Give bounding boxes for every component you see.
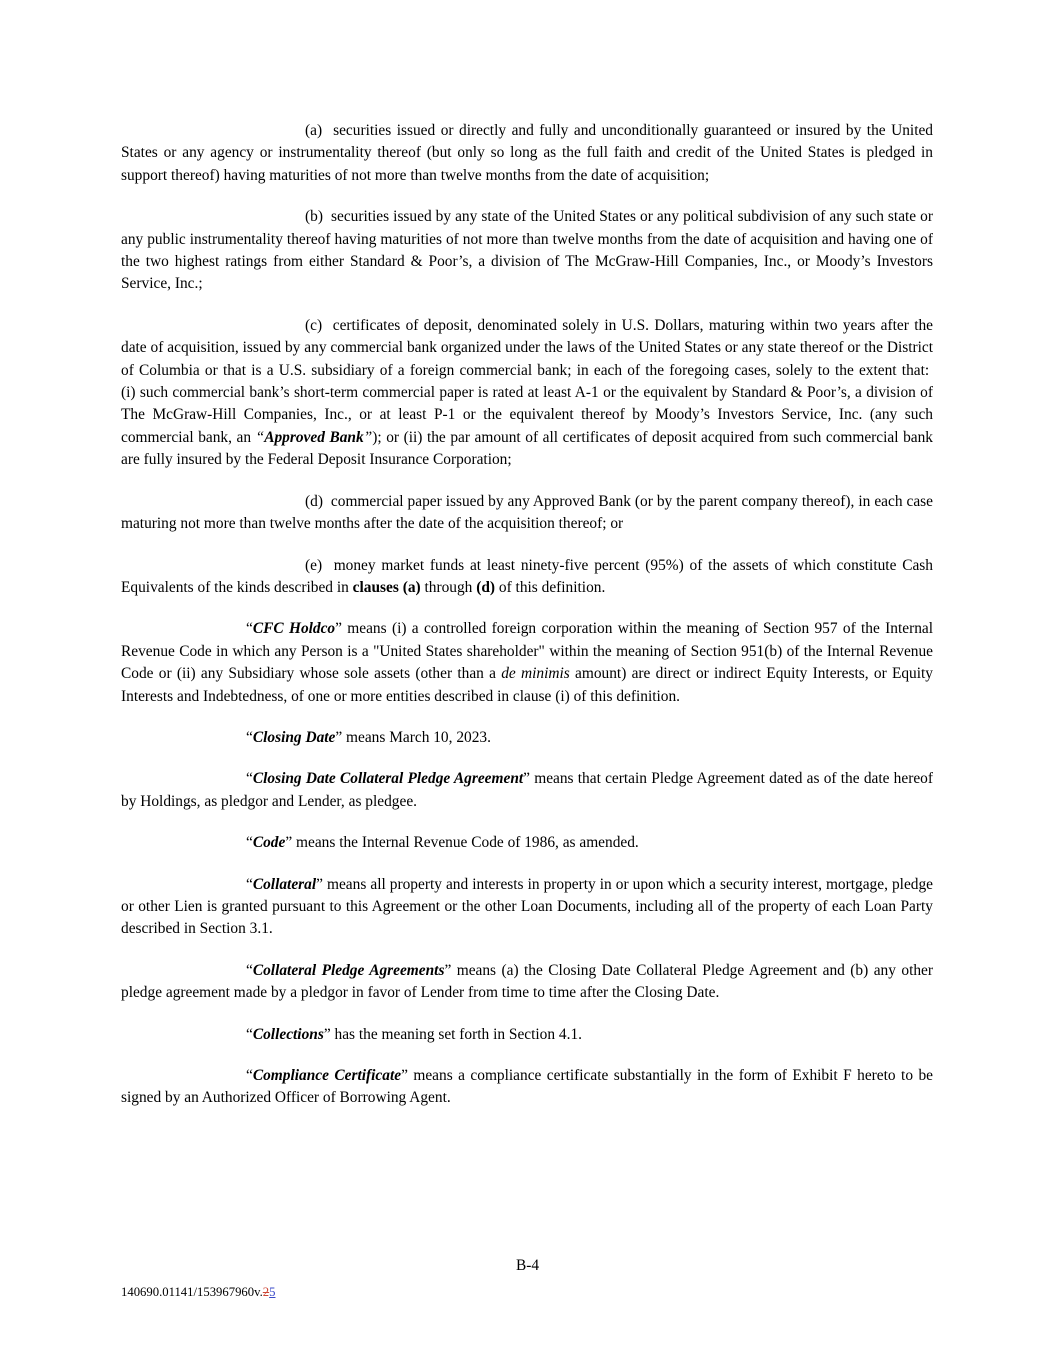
text-run: Closing Date Collateral Pledge Agreement xyxy=(252,770,524,788)
paragraph xyxy=(121,491,933,536)
text-run: (b) securities issued by any state of the United States or any political subdivision of any such state or any public instrumentality thereof having maturities of not more than twelve months from the date of acquisition and having one of the two highest ratings from either Standard & Poor’s, a division of The McGraw-Hill Companies, Inc., or Moody’s Investors Service, Inc.; xyxy=(121,208,933,293)
text-run: ” xyxy=(363,428,373,446)
paragraph xyxy=(121,727,933,749)
paragraph xyxy=(121,768,933,813)
paragraph xyxy=(121,120,933,187)
text-run: “ xyxy=(246,875,253,893)
text-run: (e) money market funds at least ninety-five percent (95%) of the assets of which constitute Cash Equivalents of the kinds described in xyxy=(121,556,933,596)
document-body xyxy=(121,120,933,1129)
text-run: (d) xyxy=(476,578,496,596)
doc-id-inserted-revision: 5 xyxy=(269,1285,276,1299)
paragraph xyxy=(121,960,933,1005)
paragraph xyxy=(121,555,933,600)
text-run: (d) commercial paper issued by any Approved Bank (or by the parent company thereof), in each case maturing not more than twelve months after the date of the acquisition thereof; or xyxy=(121,492,933,533)
text-run: ” means a compliance certificate substantially in the form of Exhibit F hereto to be signed by an Authorized Officer of Borrowing Agent. xyxy=(121,1067,933,1107)
text-run: Collateral Pledge Agreements xyxy=(252,961,445,979)
text-run: Closing Date xyxy=(252,728,336,746)
doc-id-base: 140690.01141/153967960v. xyxy=(121,1285,263,1299)
text-run: (c) certificates of deposit, denominated solely in U.S. Dollars, maturing within two years after the date of acquisition, issued by any commercial bank organized under the laws of the United States or any state thereof or the District of Columbia or that is a U.S. subsidiary of a foreign commercial bank; in each of the foregoing cases, solely to the extent that: (i) such commercial bank’s short-term commercial paper is rated at least A-1 or the equivalent by Standard & Poor’s, a division of The McGraw-Hill Companies, Inc., or at least P-1 or the equivalent thereof by Moody’s Investors Service, Inc. (any such commercial bank, an xyxy=(121,316,933,446)
text-run: of this definition. xyxy=(495,578,606,596)
text-run: ” means (i) a controlled foreign corporation within the meaning of Section 957 of the Internal Revenue Code in which any Person is a "United States shareholder" within the meaning of Section 951(b) of the Internal Revenue Code or (ii) any Subsidiary whose sole assets (other than a xyxy=(121,620,934,683)
text-run: CFC Holdco xyxy=(252,620,336,638)
paragraph xyxy=(121,315,933,472)
text-run: clauses (a) xyxy=(352,578,421,596)
text-run: ” means (a) the Closing Date Collateral Pledge Agreement and (b) any other pledge agreement made by a pledgor in favor of Lender from time to time after the Closing Date. xyxy=(121,961,933,1002)
text-run: “ xyxy=(246,834,253,852)
text-run: ” means that certain Pledge Agreement dated as of the date hereof by Holdings, as pledgor and Lender, as pledgee. xyxy=(121,770,933,810)
text-run: ” has the meaning set forth in Section 4.1. xyxy=(323,1025,582,1043)
text-run: ” means all property and interests in property in or upon which a security interest, mortgage, pledge or other Lien is granted pursuant to this Agreement or the other Loan Documents, including all of the property of each Loan Party described in Section 3.1. xyxy=(121,875,933,938)
text-run: (a) securities issued or directly and fully and unconditionally guaranteed or insured by the United States or any agency or instrumentality thereof (but only so long as the full faith and credit of the United States is pledged in support thereof) having maturities of not more than twelve months from the date of acquisition; xyxy=(121,122,933,184)
text-run: ); or (ii) the par amount of all certificates of deposit acquired from such commercial bank are fully insured by the Federal Deposit Insurance Corporation; xyxy=(121,428,933,469)
paragraph xyxy=(121,832,933,854)
paragraph xyxy=(121,874,933,941)
doc-id-deleted-revision: 2 xyxy=(262,1285,270,1299)
text-run: through xyxy=(420,578,477,596)
text-run: Collateral xyxy=(252,875,317,893)
text-run: Approved Bank xyxy=(264,428,364,446)
paragraph xyxy=(121,1024,933,1046)
paragraph xyxy=(121,618,933,708)
document-id-footer xyxy=(121,1283,275,1301)
text-run: Code xyxy=(252,834,286,852)
text-run: Compliance Certificate xyxy=(252,1067,402,1084)
text-run: ” means the Internal Revenue Code of 1986, as amended. xyxy=(285,834,639,852)
paragraph xyxy=(121,206,933,296)
text-run: amount) are direct or indirect Equity Interests, or Equity Interests and Indebtedness, of one or more entities described in clause (i) of this definition. xyxy=(121,665,933,705)
text-run: de minimis xyxy=(501,665,570,683)
text-run: “ xyxy=(255,428,265,446)
text-run: Collections xyxy=(252,1025,324,1043)
text-run: “ xyxy=(246,1067,253,1084)
paragraph xyxy=(121,1065,933,1110)
text-run: “ xyxy=(246,620,253,638)
text-run: “ xyxy=(246,728,253,746)
text-run: “ xyxy=(246,1025,253,1043)
text-run: ” means March 10, 2023. xyxy=(335,728,491,746)
page-number: B-4 xyxy=(515,1257,540,1274)
text-run: “ xyxy=(246,770,253,788)
text-run: “ xyxy=(246,961,253,979)
